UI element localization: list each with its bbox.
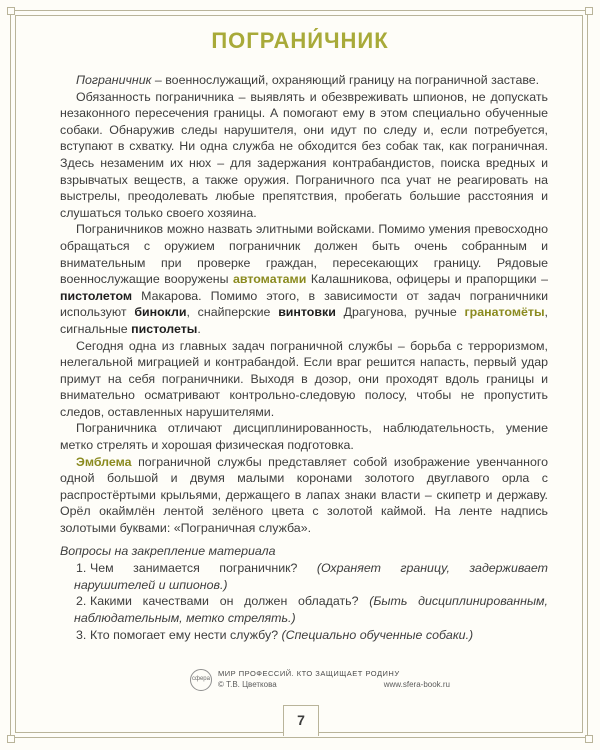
definition-paragraph (60, 72, 548, 89)
question-text: Какими качествами он должен обладать? (90, 594, 370, 609)
question-item (60, 593, 548, 626)
text-span: , сигнальные (60, 305, 548, 336)
question-number: 2. (76, 594, 87, 609)
text-span: Пограничников можно назвать элитными войсками. Помимо умения превосходно обращаться с оружием пограничник должен быть очень собранным и внимательным при проверке граждан, пересекающих границу. Рядовые военнослужащие вооружены (60, 222, 548, 287)
definition-term: Пограничник (76, 73, 152, 87)
keyword-signal-pistols: пистолеты (131, 321, 198, 336)
question-item (60, 627, 548, 644)
question-answer: (Охраняет границу, задерживает нарушителей и шпионов.) (74, 561, 549, 592)
question-number: 1. (76, 561, 87, 576)
paragraph-duties: Обязанность пограничника – выявлять и обезвреживать шпионов, не допускать незаконного пересечения границы. А помогают ему в этом специально обученные собаки. Обнаружив следы нарушителя, они идут по следу и, если потребуется, вступают в схватку. Ни одна служба не обходится без собак так, как пограничная. Здесь незаменим их нюх – для задержания контрабандистов, поиска вредных и взрывчатых веществ, а также оружия. Пограничного пса учат не реагировать на выстрелы, преодолевать любые препятствия, пробегать большие расстояния и слушаться только своего хозяина. (60, 89, 548, 220)
question-text: Кто помогает ему нести службу? (90, 627, 282, 642)
publisher-website: www.sfera-book.ru (383, 680, 450, 689)
publisher-logo: сфера (190, 669, 212, 691)
question-answer: (Специально обученные собаки.) (281, 627, 474, 642)
text-span: , снайперские (186, 305, 279, 320)
text-span: пограничной службы представляет собой изображение увенчанного одной большой и двумя малыми коронами золотого двуглавого орла с распростёртыми крыльями, держащего в лапах знаки власти – скипетр и державу. Орёл окаймлён лентой зелёного цвета с золотой каймой. На ленте надпись золотыми буквами: «Пограничная служба». (60, 454, 548, 536)
paragraph-emblem (60, 454, 548, 537)
question-text: Чем занимается пограничник? (90, 561, 317, 576)
keyword-automatic-rifles: автоматами (233, 272, 307, 287)
paragraph-qualities: Пограничника отличают дисциплинированность, наблюдательность, умение метко стрелять и хорошая физическая подготовка. (60, 421, 548, 453)
keyword-binoculars: бинокли (134, 305, 187, 320)
text-span: Калашникова, офицеры и прапорщики – (306, 272, 548, 287)
keyword-emblem: Эмблема (76, 454, 132, 469)
page-number: 7 (283, 705, 319, 736)
frame-corner-top-left (7, 7, 15, 15)
keyword-pistol: пистолетом (60, 288, 133, 303)
author-credit: © Т.В. Цветкова (218, 680, 277, 689)
text-span: Драгунова, ручные (335, 305, 465, 320)
text-span: . (197, 321, 201, 336)
paragraph-tasks: Сегодня одна из главных задач пограничной службы – борьба с терроризмом, нелегальной миграцией и контрабандой. Если враг решится напасть, первый удар примут на себя пограничники. Выходя в дозор, они проходят вдоль границы и внимательно осматривают контрольно-следовую полосу, чтобы не пропустить следов, оставленных нарушителями. (60, 338, 548, 419)
page-title: ПОГРАНИ́ЧНИК (211, 28, 389, 53)
article-body (60, 72, 548, 643)
keyword-rifles: винтовки (278, 305, 336, 320)
question-item (60, 560, 548, 593)
text-span: Макарова. Помимо этого, в зависимости от задач пограничники используют (60, 288, 548, 320)
series-title: МИР ПРОФЕССИЙ. КТО ЗАЩИЩАЕТ РОДИНУ (218, 669, 400, 678)
paragraph-elite-troops (60, 221, 548, 337)
keyword-grenade-launchers: гранатомёты (464, 305, 545, 320)
frame-corner-bottom-right (585, 735, 593, 743)
page-footer (190, 669, 450, 693)
frame-corner-top-right (585, 7, 593, 15)
frame-corner-bottom-left (7, 735, 15, 743)
questions-heading: Вопросы на закрепление материала (60, 543, 276, 558)
definition-text: – военнослужащий, охраняющий границу на пограничной заставе. (151, 73, 540, 87)
question-answer: (Быть дисциплинированным, наблюдательным, метко стрелять.) (74, 594, 548, 625)
question-number: 3. (76, 627, 87, 642)
